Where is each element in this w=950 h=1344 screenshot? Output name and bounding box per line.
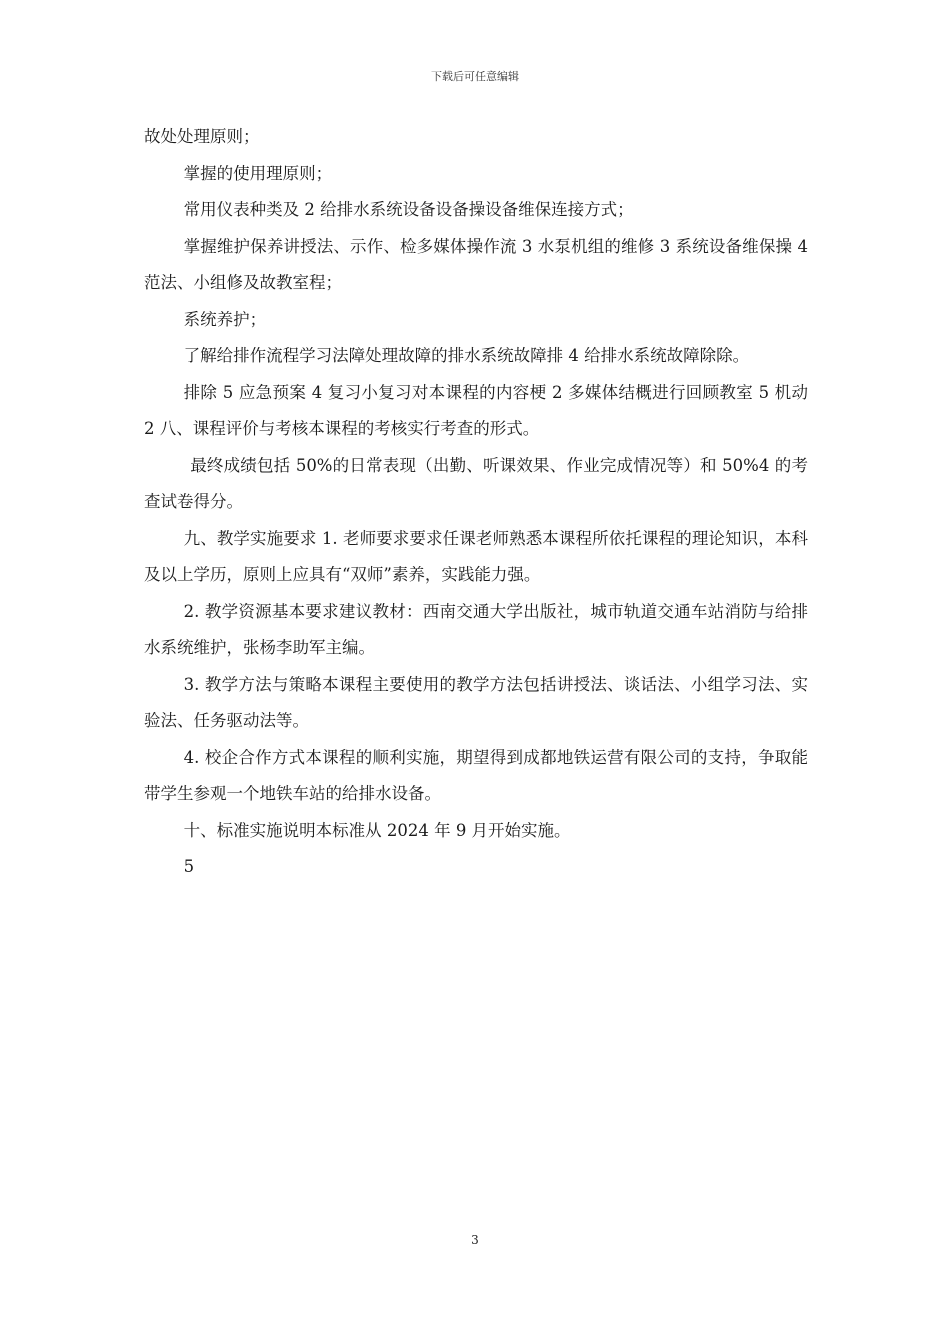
paragraph-12: 4. 校企合作方式本课程的顺利实施，期望得到成都地铁运营有限公司的支持，争取能带学生参观一个地铁车站的给排水设备。 [144,747,808,803]
paragraph-3: 常用仪表种类及 2 给排水系统设备设备操设备维保连接方式； [183,200,634,219]
paragraph-7: 排除 5 应急预案 4 复习小复习对本课程的内容梗 2 多媒体结概进行回顾教室 5 机动 2 八、课程评价与考核本课程的考核实行考查的形式。 [144,382,808,438]
paragraph-2: 掌握的使用理原则； [183,163,333,183]
paragraph-8: 最终成绩包括 50%的日常表现（出勤、听课效果、作业完成情况等）和 50%4 的考查试卷得分。 [144,455,808,511]
paragraph-11: 3. 教学方法与策略本课程主要使用的教学方法包括讲授法、谈话法、小组学习法、实验法、任务驱动法等。 [144,674,808,730]
paragraph-1: 故处处理原则； [144,127,260,146]
page-header-note: 下载后可任意编辑 [431,70,519,83]
paragraph-9: 九、教学实施要求 1. 老师要求要求任课老师熟悉本课程所依托课程的理论知识，本科及以上学历，原则上应具有“双师”素养，实践能力强。 [144,528,808,584]
document-body [144,119,808,886]
paragraph-13: 十、标准实施说明本标准从 2024 年 9 月开始实施。 [183,820,571,840]
paragraph-10: 2. 教学资源基本要求建议教材：西南交通大学出版社，城市轨道交通车站消防与给排水系统维护，张杨李助军主编。 [144,601,808,657]
paragraph-4: 掌握维护保养讲授法、示作、检多媒体操作流 3 水泵机组的维修 3 系统设备维保操 4 范法、小组修及故教室程； [144,236,808,292]
paragraph-5: 系统养护； [183,309,267,329]
page-number: 3 [471,1233,479,1247]
paragraph-14: 5 [183,857,195,876]
paragraph-6: 了解给排作流程学习法障处理故障的排水系统故障排 4 给排水系统故障除除。 [183,346,750,365]
